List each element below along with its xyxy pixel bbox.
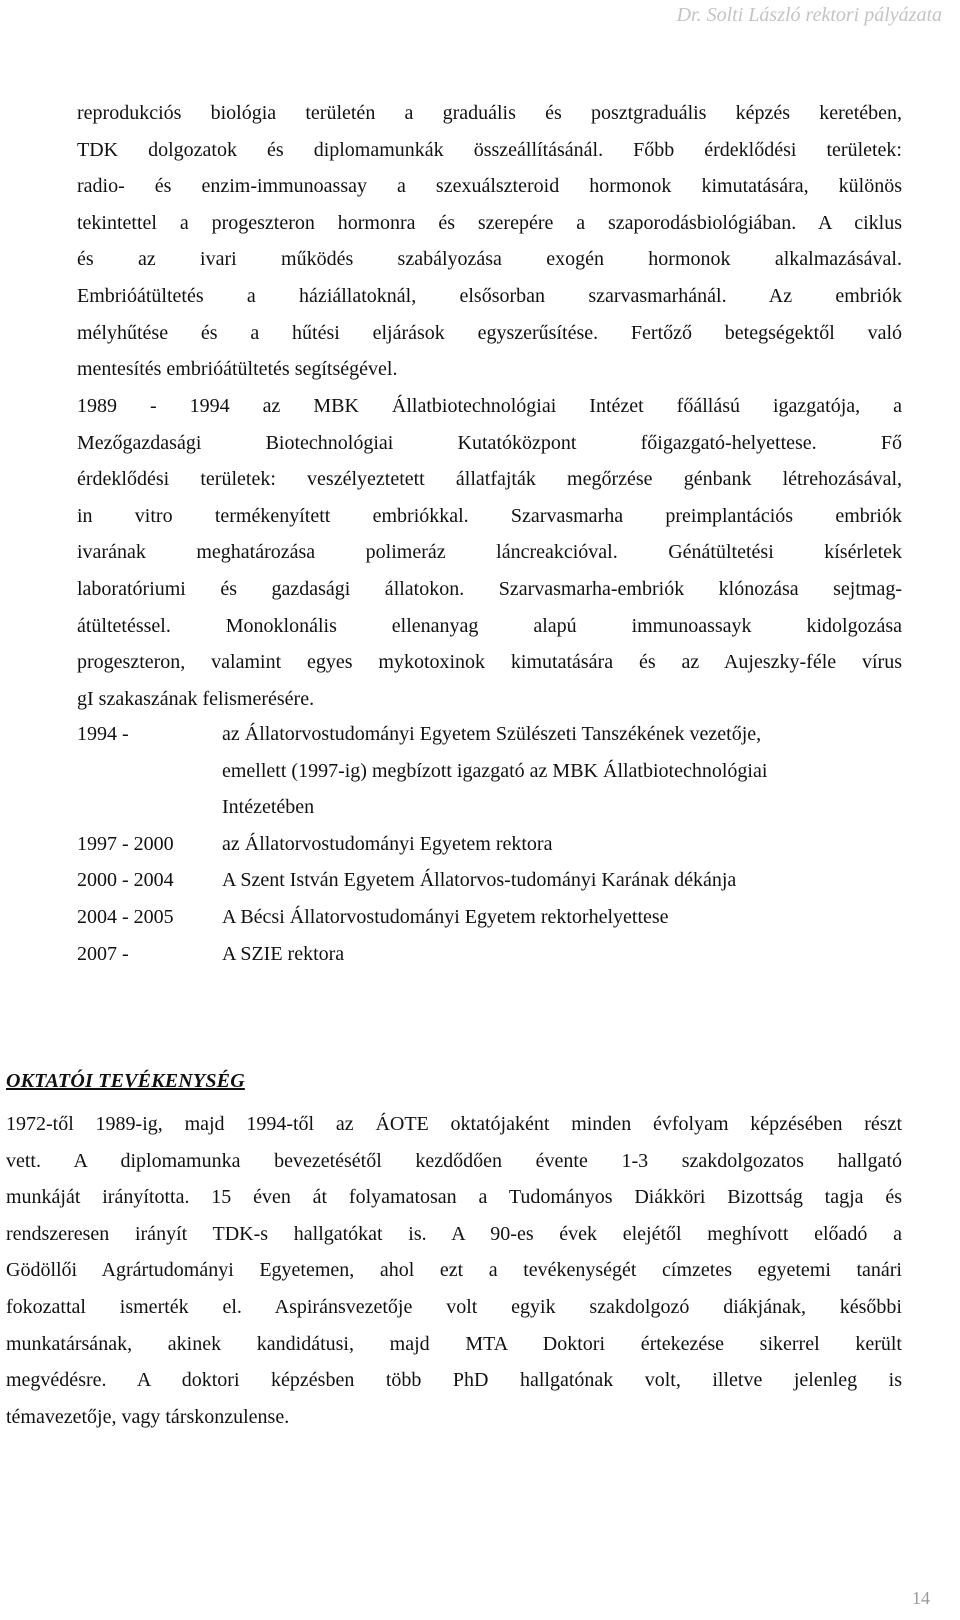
running-header: Dr. Solti László rektori pályázata (676, 4, 942, 26)
career-list (77, 716, 902, 972)
career-line: az Állatorvostudományi Egyetem Szülészeti Tanszékének vezetője, (222, 723, 762, 745)
text-line: progeszteron, valamint egyes mykotoxinok kimutatására és az Aujeszky-féle vírus (77, 651, 902, 674)
text-line: 1989 - 1994 az MBK Állatbiotechnológiai Intézet főállású igazgatója, a (77, 395, 902, 417)
text-line: reprodukciós biológia területén a graduális és posztgraduális képzés keretében, (77, 102, 902, 124)
teaching-paragraph (6, 1106, 902, 1435)
text-line: gI szakaszának felismerésére. (77, 687, 315, 710)
page-number: 14 (912, 1588, 930, 1608)
career-entry (77, 862, 902, 899)
career-description: A Szent István Egyetem Állatorvos-tudományi Karának dékánja (222, 869, 737, 892)
text-line: in vitro termékenyített embriókkal. Szarvasmarha preimplantációs embriók (77, 504, 902, 527)
career-entry (77, 899, 902, 936)
text-line: megvédésre. A doktori képzésben több PhD hallgatónak volt, illetve jelenleg is (6, 1369, 902, 1392)
text-line: mélyhűtése és a hűtési eljárások egyszerűsítése. Fertőző betegségektől való (77, 321, 902, 344)
text-line: fokozattal ismerték el. Aspiránsvezetője volt egyik szakdolgozó diákjának, későbbi (6, 1295, 902, 1318)
text-line: Gödöllői Agrártudományi Egyetemen, ahol ezt a tevékenységét címzetes egyetemi tanári (6, 1259, 902, 1282)
section-heading: OKTATÓI TEVÉKENYSÉG (6, 1070, 245, 1092)
text-line: és az ivari működés szabályozása exogén hormonok alkalmazásával. (77, 248, 902, 271)
text-line: tekintettel a progeszteron hormonra és szerepére a szaporodásbiológiában. A ciklus (77, 211, 902, 234)
text-line: rendszeresen irányít TDK-s hallgatókat is. A 90-es évek elejétől meghívott előadó a (6, 1222, 902, 1245)
career-entry (77, 826, 902, 863)
career-line: emellett (1997-ig) megbízott igazgató az MBK Állatbiotechnológiai (222, 759, 768, 782)
text-line: vett. A diplomamunka bevezetésétől kezdődően évente 1-3 szakdolgozatos hallgató (6, 1149, 902, 1172)
career-line: Intézetében (222, 796, 315, 819)
text-line: témavezetője, vagy társkonzulense. (6, 1405, 290, 1428)
career-entry (77, 936, 902, 973)
career-description: az Állatorvostudományi Egyetem rektora (222, 832, 553, 855)
text-line: munkáját irányította. 15 éven át folyamatosan a Tudományos Diákköri Bizottság tagja és (6, 1186, 902, 1209)
text-line: átültetéssel. Monoklonális ellenanyag alapú immunoassayk kidolgozása (77, 614, 902, 637)
text-line: érdeklődési területek: veszélyeztetett állatfajták megőrzése génbank létrehozásával, (77, 468, 902, 491)
career-years: 2004 - 2005 (77, 905, 174, 928)
text-line: radio- és enzim-immunoassay a szexuálszteroid hormonok kimutatására, különös (77, 175, 902, 198)
text-line: ivarának meghatározása polimeráz láncreakcióval. Génátültetési kísérletek (77, 541, 902, 564)
text-line: Embrióátültetés a háziállatoknál, elsősorban szarvasmarhánál. Az embriók (77, 284, 902, 307)
career-description (222, 716, 902, 826)
mbk-paragraph (77, 388, 902, 717)
career-entry (77, 716, 902, 826)
text-line: munkatársának, akinek kandidátusi, majd MTA Doktori értekezése sikerrel került (6, 1332, 902, 1355)
career-years: 2007 - (77, 942, 129, 965)
career-years: 2000 - 2004 (77, 869, 174, 892)
career-description: A Bécsi Állatorvostudományi Egyetem rektorhelyettese (222, 905, 669, 928)
text-line: TDK dolgozatok és diplomamunkák összeállításánál. Főbb érdeklődési területek: (77, 138, 902, 161)
bio-paragraph (77, 95, 902, 388)
text-line: mentesítés embrióátültetés segítségével. (77, 358, 398, 381)
text-line: Mezőgazdasági Biotechnológiai Kutatóközpont főigazgató-helyettese. Fő (77, 431, 902, 454)
career-years: 1994 - (77, 723, 129, 745)
career-description: A SZIE rektora (222, 942, 345, 965)
text-line: laboratóriumi és gazdasági állatokon. Szarvasmarha-embriók klónozása sejtmag- (77, 577, 902, 600)
career-years: 1997 - 2000 (77, 832, 174, 855)
text-line: 1972-től 1989-ig, majd 1994-től az ÁOTE oktatójaként minden évfolyam képzésében részt (6, 1113, 902, 1135)
